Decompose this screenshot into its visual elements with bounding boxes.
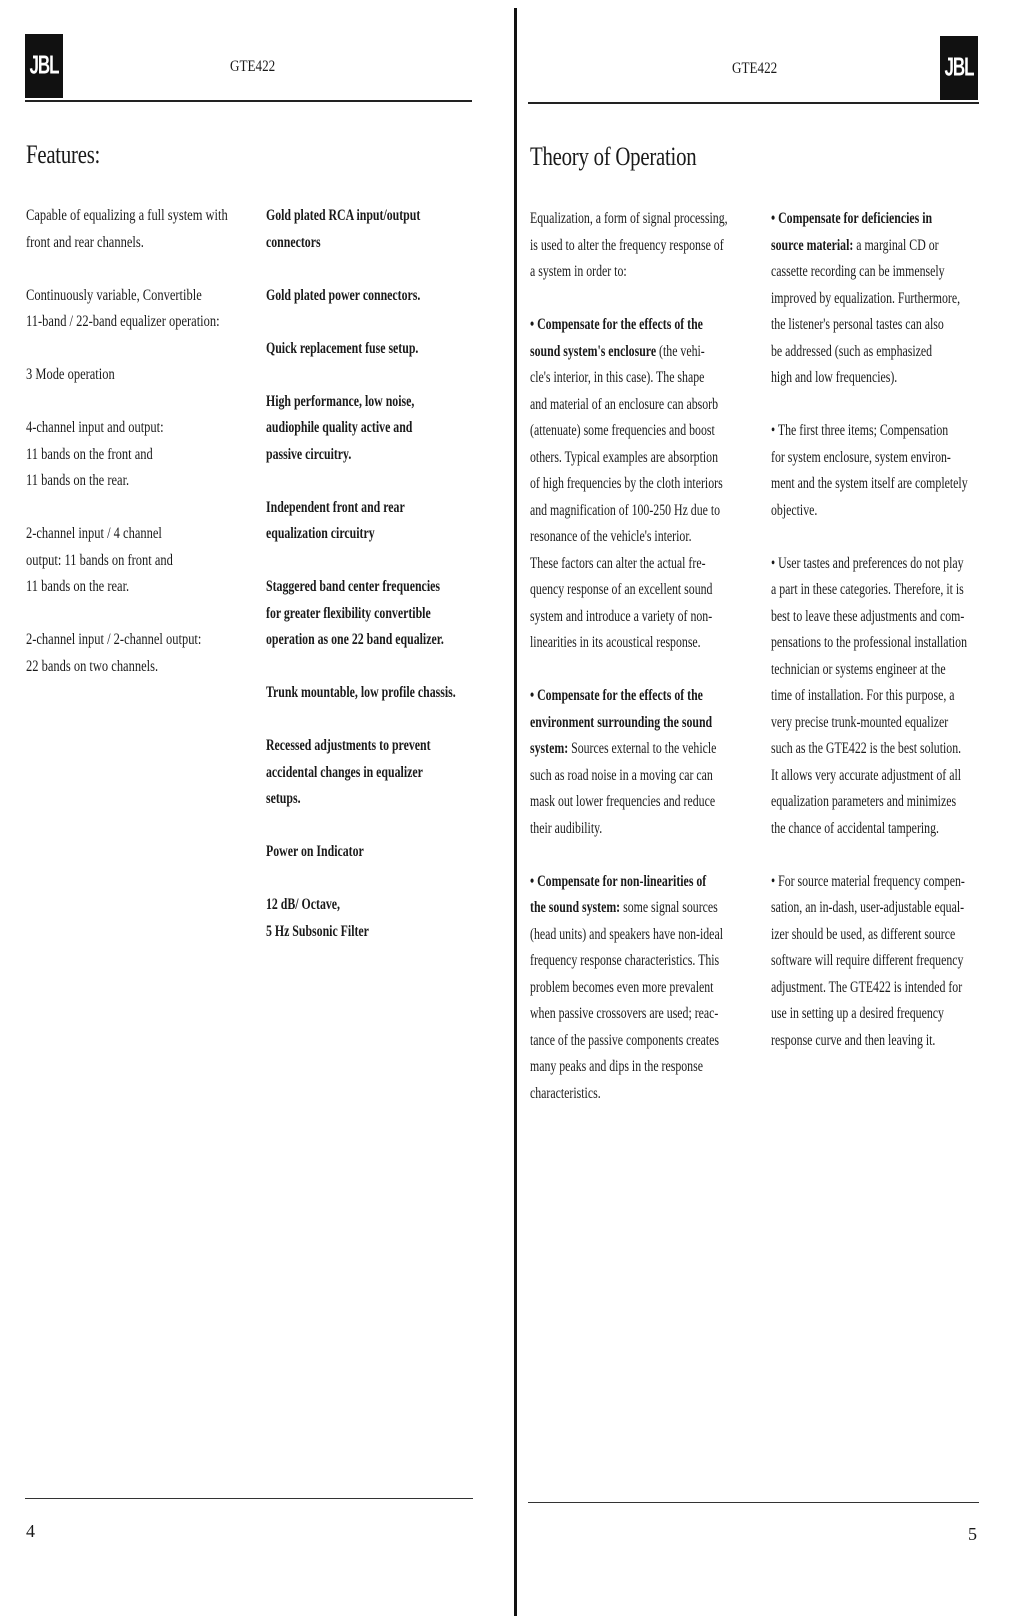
paragraph-line [530,895,728,922]
paragraph-line [530,604,728,631]
line-text: of high frequencies by the cloth interiors [530,475,723,492]
feature-line: 4-channel input and output: [26,419,164,436]
line-text: the chance of accidental tampering. [771,819,939,837]
feature-line: 11 bands on the rear. [26,578,130,595]
feature-line: Gold plated RCA input/output [266,207,421,224]
line-text: These factors can alter the actual fre- [530,554,706,572]
line-text: sation, an in-dash, user-adjustable equal- [771,899,965,916]
paragraph-line [530,312,728,339]
bold-lead: environment surrounding the sound [530,713,713,731]
line-text: mask out lower frequencies and reduce [530,793,716,810]
paragraph-line [771,657,968,684]
feature-line: for greater flexibility convertible [266,604,431,622]
feature-line: Capable of equalizing a full system with [26,207,228,224]
line-text: time of installation. For this purpose, a [771,687,955,704]
features-left-column [26,203,285,707]
line-text: response curve and then leaving it. [771,1031,936,1049]
feature-item [266,336,522,363]
line-text: a part in these categories. Therefore, it is [771,581,964,598]
paragraph-line [771,869,968,896]
spine-divider [514,8,517,1616]
line-text: software will require different frequency [771,952,964,969]
line-text: a system in order to: [530,263,627,280]
line-text: many peaks and dips in the response [530,1058,703,1075]
line-text: resonance of the vehicle's interior. [530,528,692,545]
paragraph-line [771,286,968,313]
line-text: tance of the passive components creates [530,1031,720,1049]
line-text: and material of an enclosure can absorb [530,395,719,413]
bold-lead: • Compensate for the effects of the [530,687,703,704]
jbl-logo: JBL [25,34,63,98]
line-text: linearities in its acoustical response. [530,634,701,651]
feature-line: equalization circuitry [266,525,375,542]
feature-item [266,574,522,654]
theory-paragraph [771,869,1029,1055]
paragraph-line [771,763,968,790]
feature-item [266,389,522,469]
paragraph-line [771,736,968,763]
line-text: such as the GTE422 is the best solution. [771,740,962,757]
feature-line: passive circuitry. [266,445,352,463]
theory-paragraph [530,206,797,286]
line-text: the listener's personal tastes can also [771,316,944,333]
paragraph-line [771,604,968,631]
feature-item [26,362,285,389]
line-text: such as road noise in a moving car can [530,766,713,784]
line-text: (the vehi- [656,342,705,360]
line-text: when passive crossovers are used; reac- [530,1005,719,1022]
feature-line: setups. [266,790,301,807]
paragraph-line [530,392,728,419]
paragraph-line [530,577,728,604]
line-text: Sources external to the vehicle [568,740,717,757]
paragraph-line [530,710,728,737]
theory-column-2 [771,206,1029,1081]
paragraph-line [771,233,968,260]
page-number-left: 4 [26,1521,35,1541]
bold-lead: the sound system: [530,899,621,916]
feature-line: accidental changes in equalizer [266,763,423,781]
right-page [518,0,1029,1616]
theory-paragraph [771,206,1029,392]
feature-item [266,839,522,866]
line-text: their audibility. [530,819,603,837]
feature-item [26,203,285,256]
paragraph-line [530,551,728,578]
line-text: system and introduce a variety of non- [530,607,713,625]
features-title: Features: [26,140,101,169]
paragraph-line [530,233,728,260]
line-text: problem becomes even more prevalent [530,978,714,996]
feature-line: Staggered band center frequencies [266,578,440,595]
bold-lead: system: [530,740,569,757]
feature-line: High performance, low noise, [266,392,415,410]
line-text: • For source material frequency compen- [771,872,965,890]
paragraph-line [530,1001,728,1028]
paragraph-line [771,1001,968,1028]
paragraph-line [771,418,968,445]
line-text: cassette recording can be immensely [771,263,945,280]
line-text: technician or systems engineer at the [771,660,946,678]
line-text: adjustment. The GTE422 is intended for [771,978,963,996]
line-text: some signal sources [620,899,718,916]
feature-line: output: 11 bands on front and [26,551,173,569]
line-text: izer should be used, as different source [771,925,956,943]
feature-line: 11-band / 22-band equalizer operation: [26,313,220,330]
feature-line: 11 bands on the front and [26,445,153,463]
paragraph-line [530,445,728,472]
paragraph-line [771,577,968,604]
header-rule [25,100,472,102]
bold-lead: • Compensate for non-linearities of [530,872,707,890]
paragraph-line [530,365,728,392]
line-text: pensations to the professional installation [771,634,967,651]
model-name: GTE422 [230,58,276,75]
bold-lead: sound system's enclosure [530,342,657,360]
paragraph-line [771,975,968,1002]
paragraph-line [530,471,728,498]
bold-lead: • Compensate for the effects of the [530,316,703,333]
feature-line: Power on Indicator [266,843,364,860]
paragraph-line [530,683,728,710]
feature-line: 11 bands on the rear. [26,472,130,489]
left-page [0,0,512,1616]
theory-paragraph [530,869,797,1108]
feature-line: Continuously variable, Convertible [26,286,202,304]
paragraph-line [530,922,728,949]
line-text: Equalization, a form of signal processing, [530,210,728,227]
line-text: equalization parameters and minimizes [771,793,957,810]
paragraph-line [771,895,968,922]
paragraph-line [530,869,728,896]
paragraph-line [771,365,968,392]
paragraph-line [530,524,728,551]
feature-line: 12 dB/ Octave, [266,896,340,913]
paragraph-line [771,710,968,737]
feature-item [266,495,522,548]
paragraph-line [771,312,968,339]
header-rule [528,102,979,104]
paragraph-line [530,948,728,975]
paragraph-line [530,975,728,1002]
paragraph-line [771,683,968,710]
features-right-column [266,203,522,972]
paragraph-line [530,763,728,790]
feature-item [26,627,285,680]
theory-paragraph [771,418,1029,524]
theory-paragraph [771,551,1029,843]
paragraph-line [771,551,968,578]
theory-title: Theory of Operation [530,142,697,171]
feature-item [26,283,285,336]
line-text: • The first three items; Compensation [771,422,949,439]
bold-lead: • Compensate for deficiencies in [771,210,933,227]
paragraph-line [530,418,728,445]
paragraph-line [530,1081,728,1108]
feature-line: Recessed adjustments to prevent [266,737,431,754]
paragraph-line [530,789,728,816]
line-text: frequency response characteristics. This [530,952,720,969]
feature-item [26,521,285,601]
paragraph-line [771,339,968,366]
feature-item [266,283,522,310]
line-text: quency response of an excellent sound [530,581,713,598]
paragraph-line [771,445,968,472]
paragraph-line [771,922,968,949]
bold-lead: source material: [771,236,854,254]
line-text: improved by equalization. Furthermore, [771,289,961,307]
jbl-logo: JBL [940,36,978,100]
line-text: • User tastes and preferences do not play [771,554,964,572]
feature-line: Independent front and rear [266,498,405,516]
paragraph-line [771,789,968,816]
paragraph-line [530,1028,728,1055]
line-text: is used to alter the frequency response of [530,236,724,254]
feature-line: Gold plated power connectors. [266,286,421,304]
line-text: and magnification of 100-250 Hz due to [530,501,721,519]
theory-paragraph [530,312,797,657]
paragraph-line [771,259,968,286]
paragraph-line [530,259,728,286]
feature-item [26,415,285,495]
theory-paragraph [530,683,797,842]
feature-line: audiophile quality active and [266,419,413,436]
line-text: for system enclosure, system environ- [771,448,951,466]
feature-line: 2-channel input / 4 channel [26,525,162,542]
feature-line: Trunk mountable, low profile chassis. [266,684,456,701]
line-text: be addressed (such as emphasized [771,342,933,360]
line-text: use in setting up a desired frequency [771,1005,944,1022]
feature-item [266,680,522,707]
feature-line: Quick replacement fuse setup. [266,339,419,357]
paragraph-line [771,948,968,975]
feature-line: 5 Hz Subsonic Filter [266,922,369,940]
feature-item [266,733,522,813]
line-text: high and low frequencies). [771,369,898,386]
footer-rule [528,1502,979,1503]
line-text: characteristics. [530,1084,601,1102]
feature-line: 3 Mode operation [26,366,115,383]
feature-item [266,892,522,945]
paragraph-line [771,471,968,498]
paragraph-line [771,206,968,233]
footer-rule [25,1498,473,1499]
line-text: very precise trunk-mounted equalizer [771,713,949,731]
paragraph-line [530,339,728,366]
line-text: objective. [771,501,818,519]
paragraph-line [771,498,968,525]
line-text: others. Typical examples are absorption [530,448,719,466]
paragraph-line [771,816,968,843]
line-text: ment and the system itself are completely [771,475,968,492]
paragraph-line [530,736,728,763]
paragraph-line [771,1028,968,1055]
paragraph-line [530,206,728,233]
feature-line: connectors [266,233,321,251]
line-text: (head units) and speakers have non-ideal [530,925,723,943]
feature-line: 22 bands on two channels. [26,657,159,675]
line-text: a marginal CD or [853,236,939,254]
line-text: best to leave these adjustments and com- [771,607,965,625]
paragraph-line [530,498,728,525]
feature-line: front and rear channels. [26,233,144,251]
paragraph-line [530,630,728,657]
feature-line: operation as one 22 band equalizer. [266,631,444,648]
theory-column-1 [530,206,797,1134]
paragraph-line [530,816,728,843]
paragraph-line [530,1054,728,1081]
line-text: cle's interior, in this case). The shape [530,369,705,386]
model-name: GTE422 [732,60,778,77]
feature-item [266,203,522,256]
line-text: It allows very accurate adjustment of all [771,766,962,784]
page-number-right: 5 [968,1524,977,1544]
line-text: (attenuate) some frequencies and boost [530,422,715,439]
feature-line: 2-channel input / 2-channel output: [26,631,202,648]
paragraph-line [771,630,968,657]
